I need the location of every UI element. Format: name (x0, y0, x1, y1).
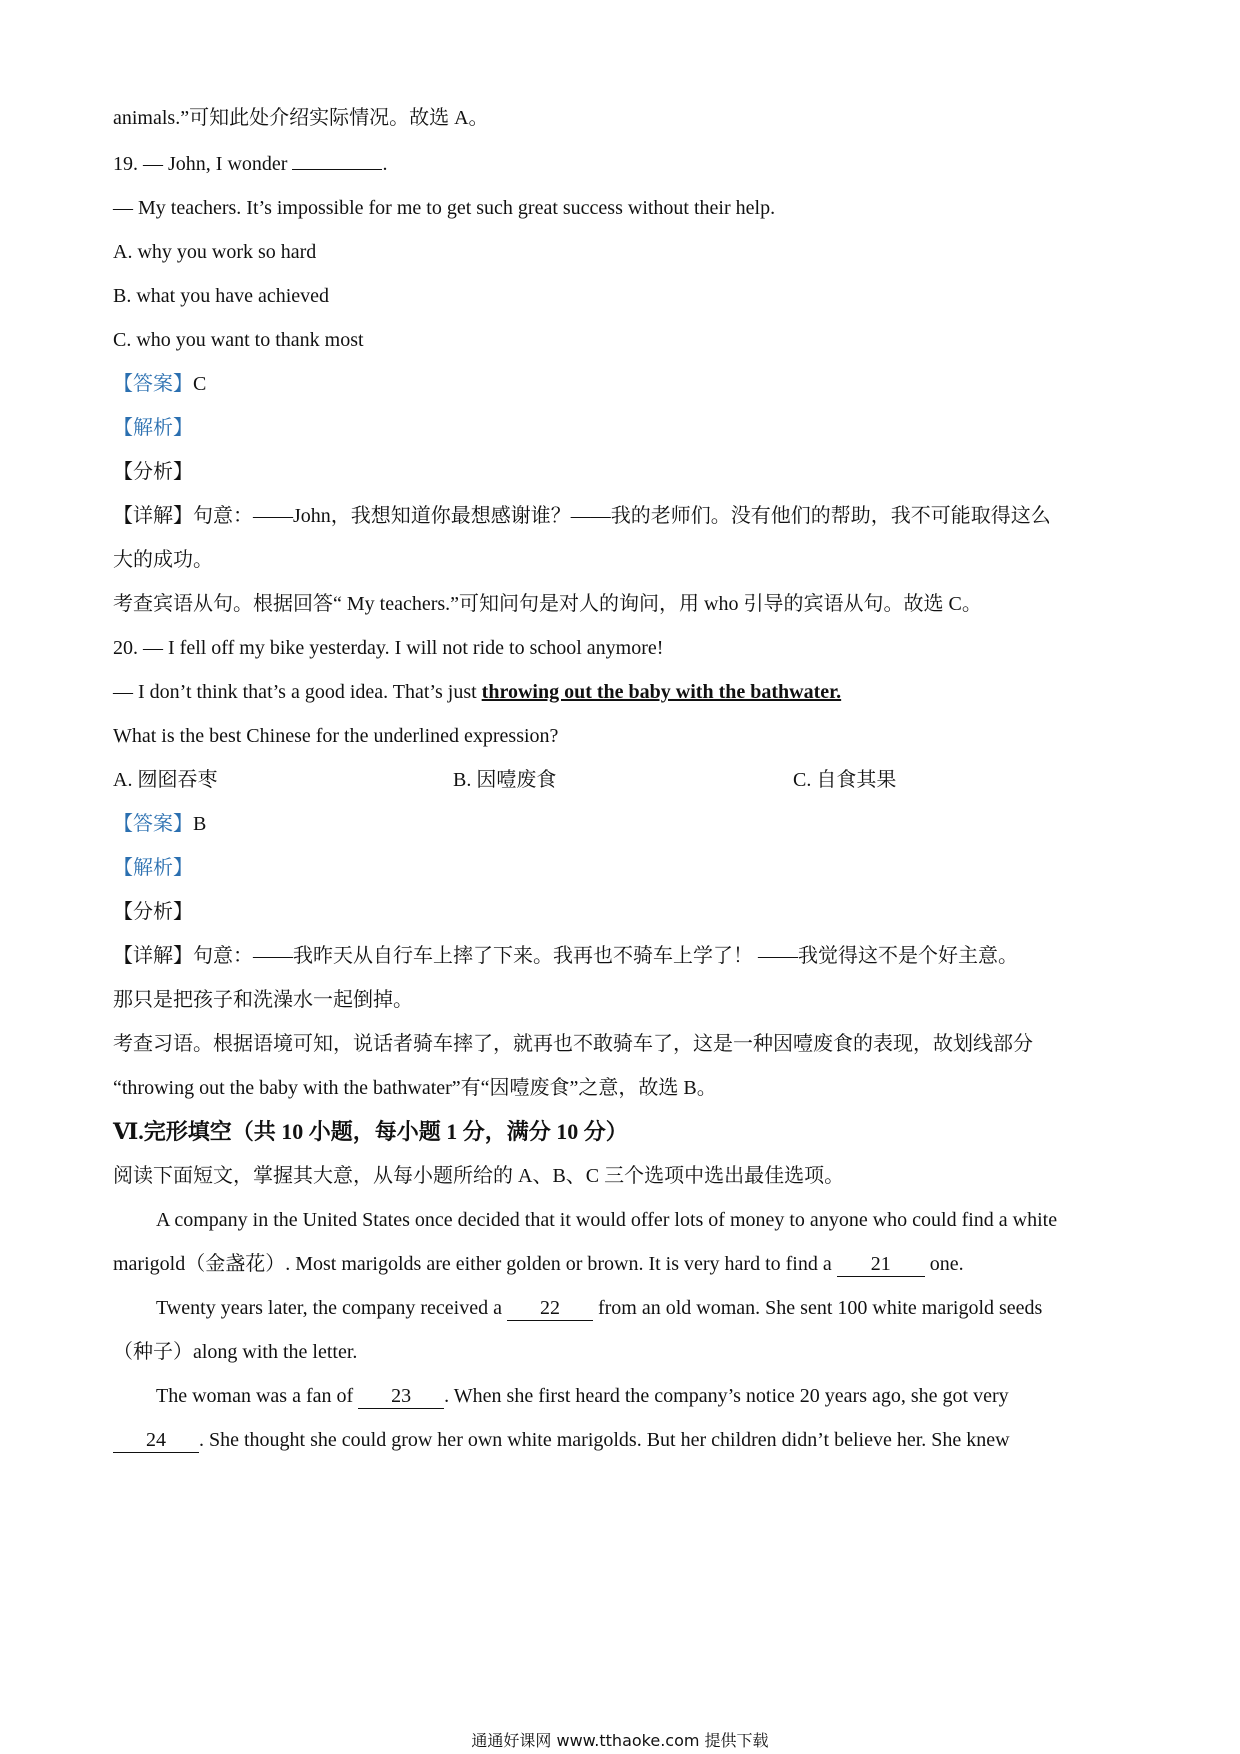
passage-text: from an old woman. She sent 100 white marigold seeds (592, 1297, 1043, 1319)
passage-line: （种子）along with the letter. (113, 1341, 358, 1363)
answer-tag: 【答案】 (113, 813, 193, 835)
answer-tag: 【答案】 (113, 373, 193, 395)
detail-tag: 【详解】 (113, 505, 193, 527)
option-b: B. what you have achieved (113, 285, 330, 307)
detail-line (113, 502, 1051, 530)
passage-line (156, 1382, 1009, 1410)
analysis-tag: 【解析】 (113, 417, 193, 439)
passage-text: Twenty years later, the company received a (156, 1297, 507, 1319)
fenxi-tag: 【分析】 (113, 901, 193, 923)
passage-line (113, 1250, 964, 1278)
answer-line (113, 370, 206, 398)
passage-text: . When she first heard the company’s notice 20 years ago, she got very (444, 1385, 1009, 1407)
reply-text: — I don’t think that’s a good idea. That’s just (113, 681, 482, 703)
blank-21: 21 (837, 1252, 925, 1277)
option-b: B. 因噎废食 (453, 769, 557, 791)
option-a: A. 囫囵吞枣 (113, 769, 218, 791)
detail-line (113, 942, 1018, 970)
question-20-prompt: What is the best Chinese for the underlined expression? (113, 725, 559, 747)
passage-text: The woman was a fan of (156, 1385, 359, 1407)
fenxi-tag: 【分析】 (113, 461, 193, 483)
option-c: C. 自食其果 (793, 769, 897, 791)
detail-text: 句意：——我昨天从自行车上摔了下来。我再也不骑车上学了！ ——我觉得这不是个好主意。 (193, 945, 1018, 967)
blank-24: 24 (113, 1428, 199, 1453)
option-a: A. why you work so hard (113, 241, 317, 263)
underlined-expression: throwing out the baby with the bathwater. (481, 681, 842, 703)
detail-line: 那只是把孩子和洗澡水一起倒掉。 (113, 989, 413, 1011)
analysis-tag: 【解析】 (113, 857, 193, 879)
passage-text: . She thought she could grow her own white marigolds. But her children didn’t believe her. She knew (199, 1429, 1010, 1451)
section-heading: Ⅵ.完形填空（共 10 小题，每小题 1 分，满分 10 分） (113, 1119, 628, 1144)
detail-line: 考查宾语从句。根据回答“ My teachers.”可知问句是对人的询问，用 who 引导的宾语从句。故选 C。 (113, 593, 982, 615)
passage-line: A company in the United States once decided that it would offer lots of money to anyone who could find a white (156, 1209, 1058, 1231)
question-19-stem (113, 150, 387, 178)
answer-value: C (193, 373, 207, 395)
detail-line: 大的成功。 (113, 549, 213, 571)
blank-23: 23 (358, 1384, 444, 1409)
page-footer: 通通好课网 www.tthaoke.com 提供下载 (471, 1731, 769, 1750)
question-19-reply: — My teachers. It’s impossible for me to get such great success without their help. (113, 197, 776, 219)
option-c: C. who you want to thank most (113, 329, 364, 351)
answer-value: B (193, 813, 207, 835)
answer-line (113, 810, 206, 838)
question-20-stem: 20. — I fell off my bike yesterday. I will not ride to school anymore! (113, 637, 664, 659)
answer-blank (292, 169, 382, 170)
passage-line (156, 1294, 1042, 1322)
detail-tag: 【详解】 (113, 945, 193, 967)
passage-text: marigold（金盏花）. Most marigolds are either golden or brown. It is very hard to find a (113, 1253, 837, 1275)
stem-text: 19. — John, I wonder (113, 153, 293, 175)
text-line: animals.”可知此处介绍实际情况。故选 A。 (113, 107, 489, 129)
question-20-reply (113, 678, 841, 706)
detail-line: “throwing out the baby with the bathwater”有“因噎废食”之意，故选 B。 (113, 1077, 717, 1099)
section-instruction: 阅读下面短文，掌握其大意，从每小题所给的 A、B、C 三个选项中选出最佳选项。 (113, 1165, 845, 1187)
blank-22: 22 (507, 1296, 593, 1321)
detail-line: 考查习语。根据语境可知，说话者骑车摔了，就再也不敢骑车了，这是一种因噎废食的表现，故划线部分 (113, 1033, 1033, 1055)
passage-text: one. (924, 1253, 964, 1275)
detail-text: 句意：——John，我想知道你最想感谢谁？——我的老师们。没有他们的帮助，我不可能取得这么 (193, 505, 1051, 527)
stem-end: . (382, 153, 388, 175)
passage-line (113, 1426, 1010, 1454)
